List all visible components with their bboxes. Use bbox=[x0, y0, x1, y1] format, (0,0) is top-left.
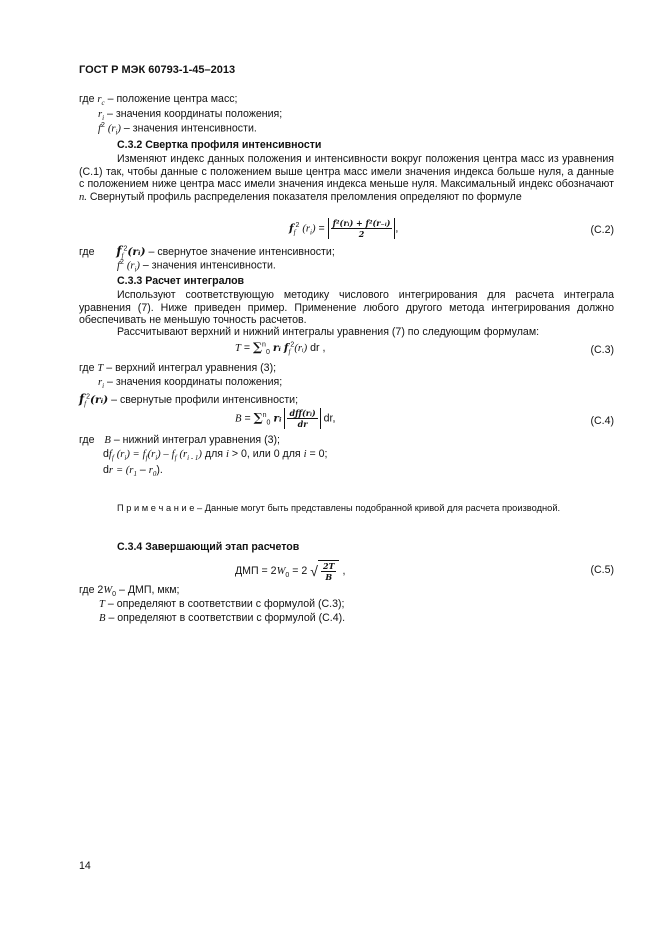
formula-c4 bbox=[235, 408, 335, 429]
differential: dr, bbox=[323, 412, 336, 425]
symbol-sub: f bbox=[145, 454, 148, 463]
where-label: где bbox=[79, 362, 95, 374]
definition-text: – определяют в соответствии с формулой (С.3); bbox=[107, 598, 345, 610]
definition-ff-profiles bbox=[79, 392, 298, 408]
symbol-W: W bbox=[103, 585, 113, 596]
symbol-sub: 0 bbox=[112, 591, 117, 599]
condition-text: для bbox=[204, 448, 223, 460]
fraction-numerator: f²(rᵢ) + f²(r₋ᵢ) bbox=[332, 218, 391, 228]
symbol-f: f bbox=[289, 222, 294, 235]
symbol-sup: 2 bbox=[295, 221, 300, 229]
definition-text: – свернутые профили интенсивности; bbox=[111, 394, 299, 406]
fraction-denominator: dr bbox=[297, 419, 308, 429]
fraction bbox=[331, 218, 393, 239]
section-title-c34: С.3.4 Завершающий этап расчетов bbox=[117, 541, 300, 553]
paragraph-text: Используют соответствующую методику числового интегрирования для расчета интеграла уравнения (7). Ниже приведен пример. Применение любого другого метода интегрирования должно обеспечивать не меньшую точность расчетов. bbox=[79, 289, 614, 327]
definition-T-2 bbox=[99, 598, 345, 610]
symbol-arg: (r bbox=[179, 449, 188, 460]
definition-2W0 bbox=[79, 584, 180, 598]
symbol-sub: f bbox=[121, 252, 124, 261]
definition-text: – верхний интеграл уравнения (3); bbox=[106, 362, 277, 374]
symbol-sup: 2 bbox=[123, 245, 128, 253]
formula-comma: , bbox=[322, 342, 326, 354]
symbol-r: r bbox=[98, 109, 103, 120]
symbol-f: f bbox=[142, 449, 146, 460]
symbol-arg-end: ) bbox=[136, 260, 140, 272]
symbol-arg-end: ). bbox=[156, 464, 163, 476]
equals-sign: = bbox=[318, 222, 325, 235]
symbol-f: f bbox=[108, 449, 112, 460]
document-header: ГОСТ Р МЭК 60793-1-45–2013 bbox=[79, 64, 236, 76]
symbol-sub: i bbox=[115, 128, 118, 137]
symbol-arg-end: ) bbox=[198, 449, 202, 460]
sum-upper: n bbox=[262, 341, 266, 349]
definition-text: – положение центра масс; bbox=[107, 93, 238, 105]
formula-bracket bbox=[284, 408, 320, 429]
section-title-c33: С.3.3 Расчет интегралов bbox=[117, 275, 245, 287]
definition-text: – нижний интеграл уравнения (3); bbox=[113, 434, 280, 446]
symbol-f: f bbox=[171, 449, 175, 460]
sum-symbol: ∑ bbox=[253, 340, 263, 354]
symbol-arg: (rᵢ) bbox=[127, 246, 146, 258]
symbol-sub: f bbox=[111, 454, 114, 463]
symbol-sup: 2 bbox=[100, 122, 105, 129]
minus-sign: – bbox=[139, 464, 146, 476]
where-label: где bbox=[79, 434, 95, 446]
symbol-sub: i bbox=[134, 265, 137, 274]
paragraph-c33-2 bbox=[79, 326, 614, 339]
symbol-sub: i - 1 bbox=[187, 454, 199, 463]
equation-number-c3: (С.3) bbox=[590, 344, 614, 356]
symbol-n: n. bbox=[79, 191, 87, 203]
sum-lower: 0 bbox=[265, 349, 270, 357]
symbol-T: T bbox=[99, 599, 105, 610]
definition-text: – свернутое значение интенсивности; bbox=[148, 246, 335, 258]
paragraph-text-end: Свернутый профиль распределения показателя преломления определяют по формуле bbox=[89, 190, 522, 203]
symbol-sub: 1 bbox=[133, 470, 137, 479]
symbol-i: i bbox=[303, 449, 307, 460]
formula-c5 bbox=[235, 560, 345, 582]
symbol-arg: (rᵢ) bbox=[294, 343, 308, 354]
symbol-B: B bbox=[99, 613, 106, 624]
formula-bracket bbox=[328, 218, 399, 239]
symbol-arg: = (r bbox=[115, 465, 134, 476]
symbol-sub: f bbox=[84, 400, 87, 409]
symbol-arg-end: ) bbox=[117, 123, 121, 135]
formula-lhs: ДМП = 2 bbox=[235, 564, 277, 577]
sqrt-body bbox=[318, 560, 340, 582]
definition-B bbox=[79, 434, 280, 446]
symbol-arg: (r bbox=[302, 223, 311, 235]
paragraph-c32 bbox=[79, 153, 614, 204]
symbol-sub: f bbox=[293, 228, 296, 237]
formula-c2 bbox=[289, 218, 398, 239]
definition-text: – определяют в соответствии с формулой (С.4). bbox=[108, 612, 346, 624]
definition-dr bbox=[103, 464, 163, 478]
coefficient: 2 bbox=[97, 584, 104, 596]
fraction-denominator: B bbox=[325, 572, 333, 582]
symbol-W: W bbox=[276, 565, 286, 577]
page-number: 14 bbox=[79, 860, 91, 872]
equation-number-c4: (С.4) bbox=[590, 415, 614, 427]
symbol-T: T bbox=[97, 363, 104, 374]
symbol-sup: 2 bbox=[290, 341, 295, 349]
symbol-i: i bbox=[225, 449, 229, 460]
symbol-B: B bbox=[104, 435, 111, 446]
formula-comma: , bbox=[395, 222, 399, 235]
equals-sign: = bbox=[243, 342, 251, 354]
symbol-sub: i bbox=[124, 454, 127, 463]
fraction bbox=[321, 561, 337, 582]
symbol-T: T bbox=[235, 343, 241, 354]
symbol-arg: (r bbox=[126, 260, 135, 272]
equation-number-c5: (С.5) bbox=[590, 564, 614, 576]
symbol-B: B bbox=[235, 413, 242, 425]
definition-ri bbox=[98, 108, 282, 122]
where-label: где bbox=[79, 584, 95, 596]
equals-sign: = bbox=[244, 412, 251, 425]
formula-c3 bbox=[235, 340, 325, 356]
symbol-r: r bbox=[148, 465, 153, 476]
symbol-sub: c bbox=[101, 99, 105, 108]
symbol-r: r bbox=[97, 94, 102, 105]
symbol-f: f bbox=[117, 260, 120, 272]
definition-f2 bbox=[98, 122, 257, 137]
symbol-sub: i bbox=[102, 382, 105, 391]
symbol-r: rᵢ bbox=[273, 412, 282, 425]
paragraph-text: Рассчитывают верхний и нижний интегралы уравнения (7) по следующим формулам: bbox=[117, 326, 540, 338]
symbol-sub: i bbox=[102, 114, 105, 123]
symbol-arg-end: ) = bbox=[126, 449, 140, 460]
note-label: П р и м е ч а н и е bbox=[117, 503, 195, 513]
differential-d: d bbox=[103, 464, 109, 476]
sum-lower: 0 bbox=[266, 419, 271, 427]
symbol-f: f bbox=[283, 342, 289, 354]
definition-dff bbox=[103, 448, 328, 462]
where-label: где bbox=[79, 246, 95, 258]
symbol-sub: f bbox=[288, 348, 291, 357]
condition-text: = 0; bbox=[309, 448, 328, 460]
symbol-sub: 0 bbox=[285, 571, 290, 579]
symbol-sub: i bbox=[310, 228, 312, 237]
symbol-arg: (r bbox=[147, 449, 156, 460]
definition-text: – значения координаты положения; bbox=[107, 108, 283, 120]
condition-text: > 0, или 0 для bbox=[231, 448, 301, 460]
symbol-f: f bbox=[116, 244, 122, 258]
definition-T bbox=[79, 362, 276, 374]
note-text: – Данные могут быть представлены подобранной кривой для расчета производной. bbox=[196, 503, 561, 513]
section-title-c32: С.3.2 Свертка профиля интенсивности bbox=[117, 139, 322, 151]
symbol-arg: (r bbox=[107, 123, 116, 135]
symbol-f: f bbox=[98, 123, 101, 135]
definition-text: – значения интенсивности. bbox=[142, 259, 276, 272]
formula-mid: = 2 bbox=[292, 564, 308, 577]
symbol-sup: 2 bbox=[119, 259, 124, 266]
definition-text: – значения координаты положения; bbox=[107, 376, 283, 388]
definition-B-2 bbox=[99, 612, 345, 624]
symbol-sub: 0 bbox=[152, 470, 157, 479]
definition-rc bbox=[79, 93, 237, 107]
symbol-sub: i bbox=[155, 454, 158, 463]
fraction-denominator: 2 bbox=[358, 229, 365, 239]
paragraph-text: Изменяют индекс данных положения и интенсивности вокруг положения центра масс из уравнения (С.1) так, чтобы данные с положением выше центра масс имели значения индекса больше нуля, а данные с положением ниже центра масс имели значения индекса меньше нуля. Максимальный индекс обозначают bbox=[79, 153, 614, 191]
definition-text: – значения интенсивности. bbox=[123, 122, 257, 135]
symbol-r: rᵢ bbox=[272, 342, 281, 354]
definition-f2-intensity bbox=[117, 259, 276, 274]
symbol-arg: (rᵢ) bbox=[90, 394, 109, 406]
fraction-numerator: dƒf(rᵢ) bbox=[289, 408, 316, 418]
sum-symbol: ∑ bbox=[253, 410, 263, 425]
formula-comma: , bbox=[342, 564, 346, 577]
symbol-r: r bbox=[108, 465, 114, 476]
symbol-sub: f bbox=[174, 454, 177, 463]
definition-text: – ДМП, мкм; bbox=[119, 584, 180, 596]
differential-d: d bbox=[103, 448, 109, 460]
fraction-numerator: 2T bbox=[322, 561, 335, 571]
definition-ff2 bbox=[79, 244, 335, 260]
where-label: где bbox=[79, 93, 95, 105]
definition-ri-2 bbox=[98, 376, 282, 390]
paragraph-c33-1 bbox=[79, 289, 614, 327]
differential: dr bbox=[310, 342, 320, 354]
note bbox=[117, 503, 560, 513]
sum-upper: n bbox=[262, 411, 267, 419]
fraction bbox=[287, 408, 317, 429]
symbol-arg: (r bbox=[116, 449, 125, 460]
symbol-arg-end: ) bbox=[311, 223, 316, 235]
equation-number-c2: (С.2) bbox=[590, 224, 614, 236]
symbol-f: f bbox=[79, 392, 85, 406]
symbol-sup: 2 bbox=[86, 393, 91, 401]
symbol-r: r bbox=[98, 377, 103, 388]
sqrt-symbol: √ bbox=[310, 563, 318, 579]
symbol-arg-end: ) – bbox=[157, 449, 169, 460]
